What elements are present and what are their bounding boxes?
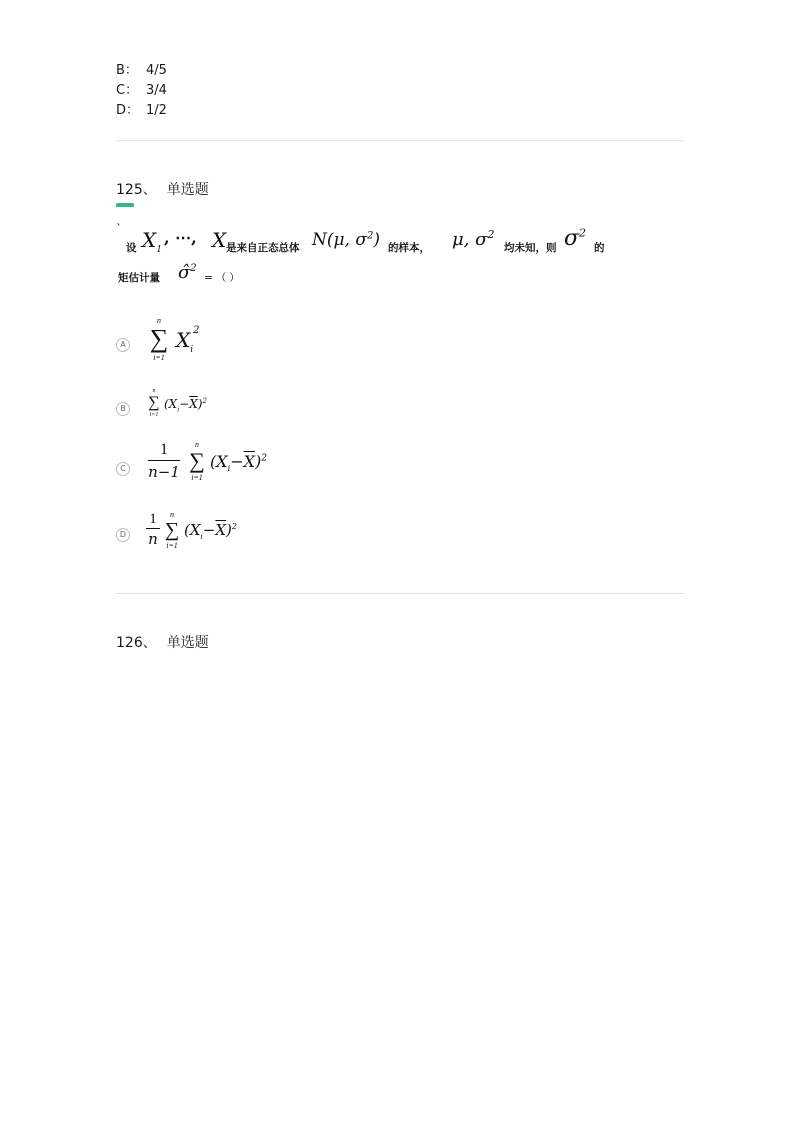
stem-normal: N(μ, $\sigma^2$)	[312, 230, 380, 250]
divider	[116, 593, 684, 594]
question-type: 单选题	[166, 635, 209, 651]
question-number: 126、	[116, 635, 157, 651]
option-letter-c[interactable]: C	[116, 462, 130, 476]
question-header-125	[116, 179, 209, 199]
question-accent-bar	[116, 203, 134, 207]
option-letter-b[interactable]: B	[116, 402, 130, 416]
question-stem-line2	[116, 262, 416, 292]
stem-text-she: 设	[126, 242, 137, 254]
prev-option-c	[116, 82, 167, 100]
formula-a	[146, 316, 226, 372]
option-value: 4/5	[146, 63, 167, 78]
formula-b	[146, 388, 256, 428]
sum-symbol: n ∑ i=1	[148, 388, 160, 418]
option-letter-a[interactable]: A	[116, 338, 130, 352]
term-diff: $(X_i-\overline{X})^2$	[184, 521, 237, 541]
formula-d	[146, 510, 276, 558]
stem-text-from: 是来自正态总体	[226, 242, 300, 254]
stem-sigma-hat: σ̂$^2$	[178, 262, 197, 283]
prev-option-d	[116, 102, 167, 120]
option-letter-d[interactable]: D	[116, 528, 130, 542]
stem-text-est: 矩估计量	[118, 272, 160, 284]
fraction: 1 n−1	[148, 441, 180, 481]
sum-symbol: n ∑ i=1	[164, 510, 180, 550]
question-type: 单选题	[166, 182, 209, 198]
stem-text-unknown: 均未知，则	[504, 242, 557, 254]
divider	[116, 140, 684, 141]
option-value: 1/2	[146, 103, 167, 118]
sum-symbol: n ∑ i=1	[189, 440, 205, 482]
sum-symbol: n ∑ i=1	[149, 316, 169, 362]
stem-text-sample: 的样本，	[388, 242, 430, 254]
question-header-126	[116, 632, 209, 652]
fraction: 1 n	[146, 510, 160, 549]
stem-text-eq: =（）	[204, 272, 243, 284]
option-key: D：	[116, 103, 140, 118]
stem-params: μ, $\sigma^2$	[452, 228, 495, 250]
stem-x1: $X_1$	[142, 228, 162, 255]
stem-xn: X	[212, 228, 227, 252]
stem-sigma: $\sigma^2$	[564, 226, 587, 251]
stem-dots: , ⋯,	[164, 228, 197, 247]
option-key: B：	[116, 63, 138, 78]
stem-text-de: 的	[594, 242, 605, 254]
term-diff: $(X_i-\overline{X})^2$	[164, 397, 207, 414]
option-value: 3/4	[146, 83, 167, 98]
term-diff: $(X_i-\overline{X})^2$	[210, 452, 267, 474]
term-xi: $X_i^2$	[176, 325, 200, 355]
option-key: C：	[116, 83, 139, 98]
formula-c	[146, 440, 296, 492]
question-number: 125、	[116, 182, 157, 198]
prev-option-b	[116, 62, 167, 80]
question-stem-line1: ` 设 $X_1$ , ⋯, X 是来自正态总体 N(μ, $\sigma^2$) 的样本， μ, $\sigma^2$ 均未知，则 $\sigma^2$ 的	[116, 222, 605, 255]
